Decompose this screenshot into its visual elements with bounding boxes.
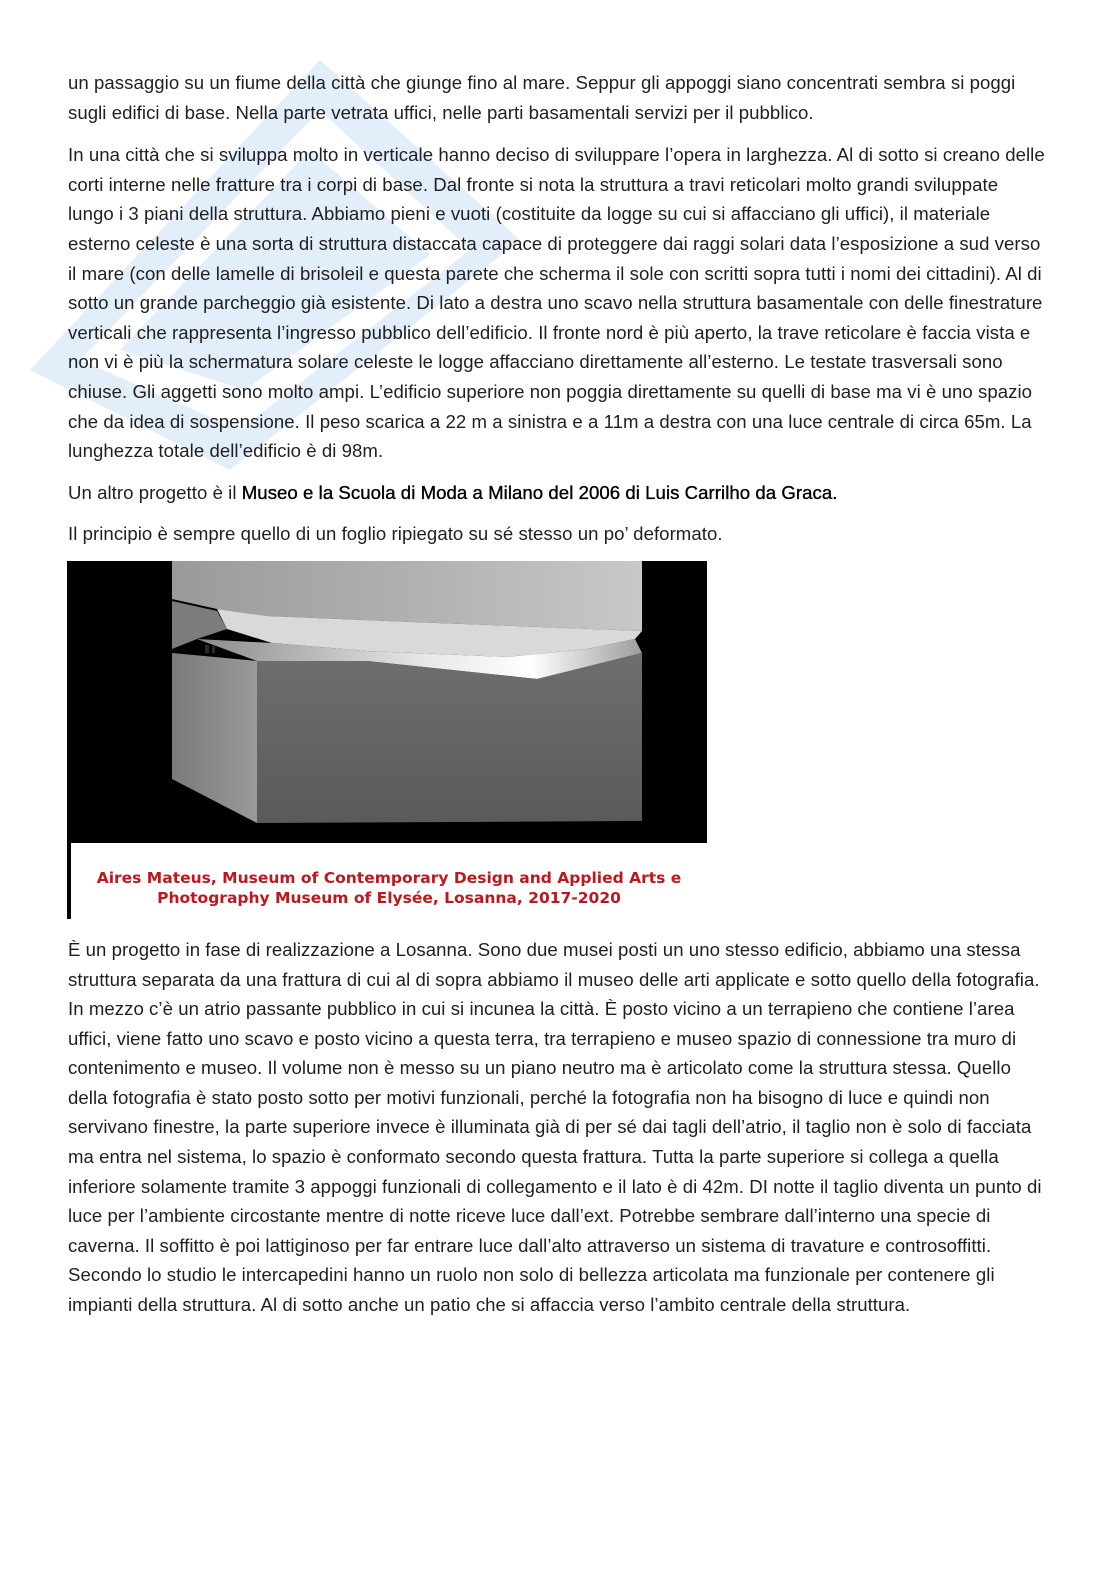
figure-caption xyxy=(71,868,707,908)
figure-caption-box xyxy=(71,843,707,919)
project-title: Museo e la Scuola di Moda a Milano del 2006 di Luis Carrilho da Graca. xyxy=(241,481,838,503)
paragraph-4: Il principio è sempre quello di un foglio ripiegato su sé stesso un po’ deformato. xyxy=(68,523,723,545)
building-model-photo xyxy=(67,561,707,851)
paragraph-2: In una città che si sviluppa molto in verticale hanno deciso di sviluppare l’opera in larghezza. Al di sotto si creano delle corti interne nelle fratture tra i corpi di base. Dal fronte si nota la struttura a travi reticolari molto grandi sviluppate lungo i 3 piani della struttura. Abbiamo pieni e vuoti (costituite da logge su cui si affacciano gli uffici), il materiale esterno celeste è una sorta di struttura distaccata capace di proteggere dai raggi solari data l’esposizione a sud verso il mare (con delle lamelle di brisoleil e questa parete che scherma il sole con scritti sopra tutti i nomi dei cittadini). Al di sotto un grande parcheggio già esistente. Di lato a destra uno scavo nella struttura basamentale con delle finestrature verticali che rappresenta l’ingresso pubblico dell’edificio. Il fronte nord è più aperto, la trave reticolare è faccia vista e non vi è più la schermatura solare celeste le logge affacciano direttamente all’esterno. Le testate trasversali sono chiuse. Gli aggetti sono molto ampi. L’edificio superiore non poggia direttamente su quelli di base ma vi è uno spazio che da idea di sospensione. Il peso scarica a 22 m a sinistra e a 11m a destra con una luce centrale di circa 65m. La lunghezza totale dell’edificio è di 98m. xyxy=(68,144,1045,462)
building-model-figure xyxy=(67,561,707,919)
document-page xyxy=(68,68,1048,1332)
paragraph-1: un passaggio su un fiume della città che giunge fino al mare. Seppur gli appoggi siano concentrati sembra si poggi sugli edifici di base. Nella parte vetrata uffici, nelle parti basamentali servizi per il pubblico. xyxy=(68,72,1016,123)
paragraph-3 xyxy=(68,478,1048,508)
paragraph-3-prefix: Un altro progetto è il xyxy=(68,481,242,503)
figure-caption-line-2: Photography Museum of Elysée, Losanna, 2017-2020 xyxy=(157,888,621,907)
figure-caption-line-1: Aires Mateus, Museum of Contemporary Design and Applied Arts e xyxy=(96,868,682,887)
paragraph-5: È un progetto in fase di realizzazione a Losanna. Sono due musei posti un uno stesso edificio, abbiamo una stessa struttura separata da una frattura di cui al di sopra abbiamo il museo delle arti applicate e sotto quello della fotografia. In mezzo c’è un atrio passante pubblico in cui si incunea la città. È posto vicino a un terrapieno che contiene l’area uffici, viene fatto uno scavo e posto vicino a questa terra, tra terrapieno e museo spazio di connessione tra muro di contenimento e museo. Il volume non è messo su un piano neutro ma è articolato come la struttura stessa. Quello della fotografia è stato posto sotto per motivi funzionali, perché la fotografia non ha bisogno di luce e quindi non servivano finestre, la parte superiore invece è illuminata già di per sé dai tagli dell’atrio, il taglio non è solo di facciata ma entra nel sistema, lo spazio è conformato secondo questa frattura. Tutta la parte superiore si collega a quella inferiore solamente tramite 3 appoggi funzionali di collegamento e il lato è di 42m. DI notte il taglio diventa un punto di luce per l’ambiente circostante mentre di notte riceve luce dall’ext. Potrebbe sembrare dall’interno una specie di caverna. Il soffitto è poi lattiginoso per far entrare luce dall’alto attraverso un sistema di travature e controsoffitti. Secondo lo studio le intercapedini hanno un ruolo non solo di bellezza articolata ma funzionale per contenere gli impianti della struttura. Al di sotto anche un patio che si affaccia verso l’ambito centrale della struttura. xyxy=(68,938,1042,1316)
